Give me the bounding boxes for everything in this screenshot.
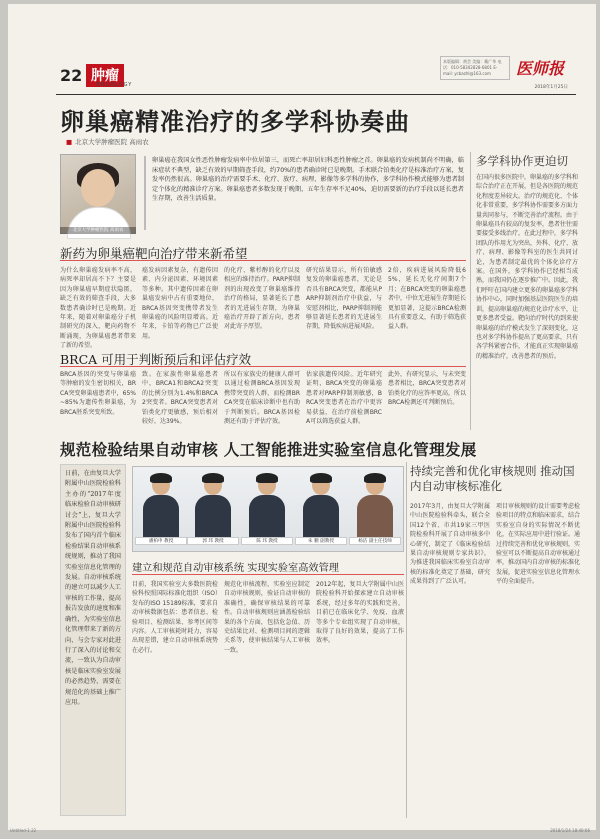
article2-right-col-2: 项目审核规则的设计需要考虑检验项目的特点和临床需求，结合实验室自身的实际情况不断优化，在实际应用中进行验证。通过持续完善和优化审核规则，实验室可以不断提高自动审核通过率，推动国内自动审核的标准化发展，促进实验室信息化管理水平的全面提升。	[496, 503, 581, 586]
expert-photos	[132, 466, 404, 552]
article-abstract: 卵巢癌在我国女性恶性肿瘤发病率中位居第三，而死亡率却居妇科恶性肿瘤之首。卵巢癌的发病机制尚不明确，临床症状不典型，缺乏有效的早期筛查手段，约70%的患者确诊时已是晚期。手术联合铂类化疗是标准治疗方案，复发率仍然很高。卵巢癌的治疗需要手术、化疗、放疗、病理、影像等多学科的协作，多学科协作模式能够为患者制定个体化的精准诊疗方案。卵巢癌患者多数发现于晚期，五年生存率不足40%，迫切需要新的治疗手段以延长患者生存期，改善生活质量。	[144, 156, 464, 230]
sidebar-multidisciplinary	[476, 154, 578, 413]
article2-col-1: 目前，我国实验室大多数医院检验科按照国际标准化组织（ISO）发布的ISO 15189标准，要求自动审核数据包括：患者信息、检验项目、检测结果、参考区间等内容。人工审核耗时耗力，容易出现差错，建立自动审核系统势在必行。	[132, 581, 218, 654]
expert-caption-2: 郭 玮 教授	[187, 537, 239, 545]
print-footer	[0, 828, 600, 833]
expert-caption-1: 潘柏申 教授	[135, 537, 187, 545]
section-rule	[60, 260, 466, 261]
expert-photo-4	[301, 475, 341, 544]
article2-col-2: 规范化审核流程，实验室应制定自动审核规则，验证自动审核的准确性，确保审核结果的可靠性。自动审核规则应涵盖检验结果的各个方面，包括危急值、历史结果比对、检测项目间的逻辑关系等，使审核结果与人工审核一致。	[224, 581, 310, 654]
expert-caption-3: 陈 玮 教授	[241, 537, 293, 545]
section2-col-1: BRCA基因的突变与卵巢癌等肿瘤的发生密切相关，BRCA突变卵巢癌患者中，65%~85%为遗传性卵巢癌，为BRCA胚系突变所致。	[60, 371, 136, 416]
section-rule	[60, 366, 466, 367]
section1-col-4: 研究结果显示，所有铂敏感复发的卵巢癌患者，无论是否具有BRCA突变，都能从PARP抑制剂治疗中获益，与安慰剂相比，PARP抑制剂能够显著延长患者的无进展生存期，降低疾病进展风险。	[306, 267, 382, 331]
masthead-logo: 医师报	[516, 59, 565, 78]
section1-col-5: 2倍，疾病进展风险降低65%，延长无化疗间期7个月；在BRCA突变的卵巢癌患者中，中位无进展生存期延长更加显著，这提示BRCA检测具有重要意义，有助于筛选获益人群。	[388, 267, 467, 331]
expert-caption-4: 朱 鹏 副教授	[295, 537, 347, 545]
article-title: 卵巢癌精准治疗的多学科协奏曲	[60, 107, 410, 136]
byline-text: 北京大学肿瘤医院 高雨农	[75, 138, 149, 146]
page-header	[8, 4, 596, 94]
column-divider	[470, 152, 471, 430]
expert-photo-5	[355, 475, 395, 544]
article2-subheading: 建立和规范自动审核系统 实现实验室高效管理	[132, 563, 339, 574]
header-rule	[56, 94, 576, 95]
article2-right-col-1: 2017年3月，由复旦大学附属中山医院检验科牵头，联合全国12个省、市共19家三甲医院检验科开展了自动审核多中心研究，制定了《临床检验结果自动审核规则专家共识》，为推进我国临床实验室自动审核的标准化奠定了基础，研究成果得到了广泛认可。	[410, 503, 490, 586]
article2-title: 规范检验结果自动审核 人工智能推进实验室信息化管理发展	[60, 440, 477, 459]
newspaper-page	[8, 4, 596, 830]
section-rule	[132, 574, 404, 575]
page-number: 22	[60, 66, 83, 85]
section1-col-1: 为什么卵巢癌发病率不高，病死率却居高不下？主要是因为卵巢癌早期症状隐匿，缺乏有效的筛查手段，大多数患者确诊时已是晚期。近年来，随着对卵巢癌分子机制研究的深入，靶向药物不断涌现，为卵巢癌患者带来了新的希望。	[60, 267, 136, 350]
bullet-icon: ■	[66, 138, 73, 146]
issue-date: 2018年1月25日	[534, 85, 568, 90]
expert-caption-5: 杨洁 副主任技师	[349, 537, 401, 545]
column-divider	[406, 462, 407, 818]
article2-right-heading: 持续完善和优化审核规则 推动国内自动审核标准化	[410, 464, 575, 493]
author-photo	[60, 154, 136, 234]
section-heading-brca: BRCA 可用于判断预后和评估疗效	[60, 352, 252, 367]
masthead-info-box: 本版编辑：黄芸 美编：戴广华 电话：010-58302828-6801 E-mail: ycbazhl@163.com	[440, 56, 510, 80]
article2-col-3: 2012年起，复旦大学附属中山医院检验科开始探索建立自动审核系统，经过多年的实践和完善，目前已在临床化学、免疫、血液等多个专业组实现了自动审核，取得了良好的效果，提高了工作效率。	[316, 581, 404, 645]
expert-photo-3	[247, 475, 287, 544]
sidebar-text: 在国内很多医院中，卵巢癌的多学科和综合治疗正在开展，但是各医院的规范化程度差异较大。治疗的规范化、个体化非常重要，多学科协作需要多方面力量共同参与，不断完善治疗流程。由于卵巢癌具有较高的复发率，患者往往需要接受多线治疗，在此过程中，多学科团队的作用尤为突出，外科、化疗、放疗、病理、影像等科室的医生共同讨论，为患者制定最优的个体化诊疗方案。在国外，多学科协作已经相当成熟，而我国仍在逐步推广中。因此，我们呼吁在国内建立更多的卵巢癌多学科协作中心，同时加强基层医院医生的培训，提高卵巢癌的规范化诊疗水平，让更多患者受益。靶向治疗时代的到来使卵巢癌的治疗模式发生了深刻变化，这也对多学科协作提出了更高要求，只有各学科紧密合作，才能真正实现卵巢癌的精准治疗，改善患者的预后。	[476, 174, 579, 360]
byline	[66, 137, 149, 146]
section2-col-5: 此外，有研究显示，与未突变患者相比，BRCA突变患者对铂类化疗的应答率更高，所以BRCA检测还可判断预后。	[388, 371, 467, 407]
expert-photo-1	[141, 475, 181, 544]
section2-col-2: 致。在家族性卵巢癌患者中，BRCA1和BRCA2突变的比例分别为1.4%和BRCA2突变者。BRCA突变患者对铂类化疗更敏感，预后相对较好，达39%。	[142, 371, 218, 426]
sidebar-title: 多学科协作更迫切	[476, 154, 568, 168]
footer-right: 2018/1/24 18:40:06	[550, 828, 590, 833]
author-photo-caption: 北京大学肿瘤医院 高雨农	[60, 227, 136, 234]
section1-col-2: 癌发病因素复杂，有遗传因素、内分泌因素、环境因素等多种。其中遗传因素在卵巢癌发病中占有重要地位，BRCA基因突变携带者发生卵巢癌的风险明显增高。近年来，卡铂等药物已广泛使用。	[142, 267, 218, 340]
section2-col-4: 估家族遗传风险。近年研究证明，BRCA突变的卵巢癌患者对PARP抑制剂敏感，BRCA突变患者在治疗中更容易获益，在治疗前检测BRCA可以筛选获益人群。	[306, 371, 382, 426]
article2-lead-box: 日前，在由复旦大学附属中山医院检验科主办的“2017年度临床检验自动审核研讨会”上，复旦大学附属中山医院检验科发布了国内首个临床检验结果自动审核系统规则，推动了我国实验室信息化管理的发展。自动审核系统的建立可以减少人工审核的工作量，提高报告发放的速度和准确性，为实验室信息化管理带来了新的方向，与会专家对此进行了深入的讨论和交流，一致认为自动审核是临床实验室发展的必然趋势，需要在规范化的基础上推广应用。	[60, 464, 126, 816]
footer-left: Untitled-1 22	[10, 828, 37, 833]
section1-col-3: 的化疗、紫杉醇的化疗以及相应的维持治疗。PARP抑制剂的出现改变了卵巢癌维持治疗的格局，显著延长了患者的无进展生存期，为卵巢癌治疗开辟了新方向，患者对此寄予厚望。	[224, 267, 300, 331]
masthead	[440, 56, 568, 82]
expert-photo-2	[193, 475, 233, 544]
section-tag: 肿瘤	[86, 64, 124, 87]
section2-col-3: 所以有家族史的健康人群可以通过检测BRCA基因发现携带突变的人群，而检测BRCA突变在临床诊断中也有助于判断预后。BRCA基因检测还有助于评估疗效。	[224, 371, 300, 426]
section-heading-new-drugs: 新药为卵巢癌靶向治疗带来新希望	[60, 246, 248, 261]
section-subtitle: ONCOLOGY	[96, 82, 133, 88]
